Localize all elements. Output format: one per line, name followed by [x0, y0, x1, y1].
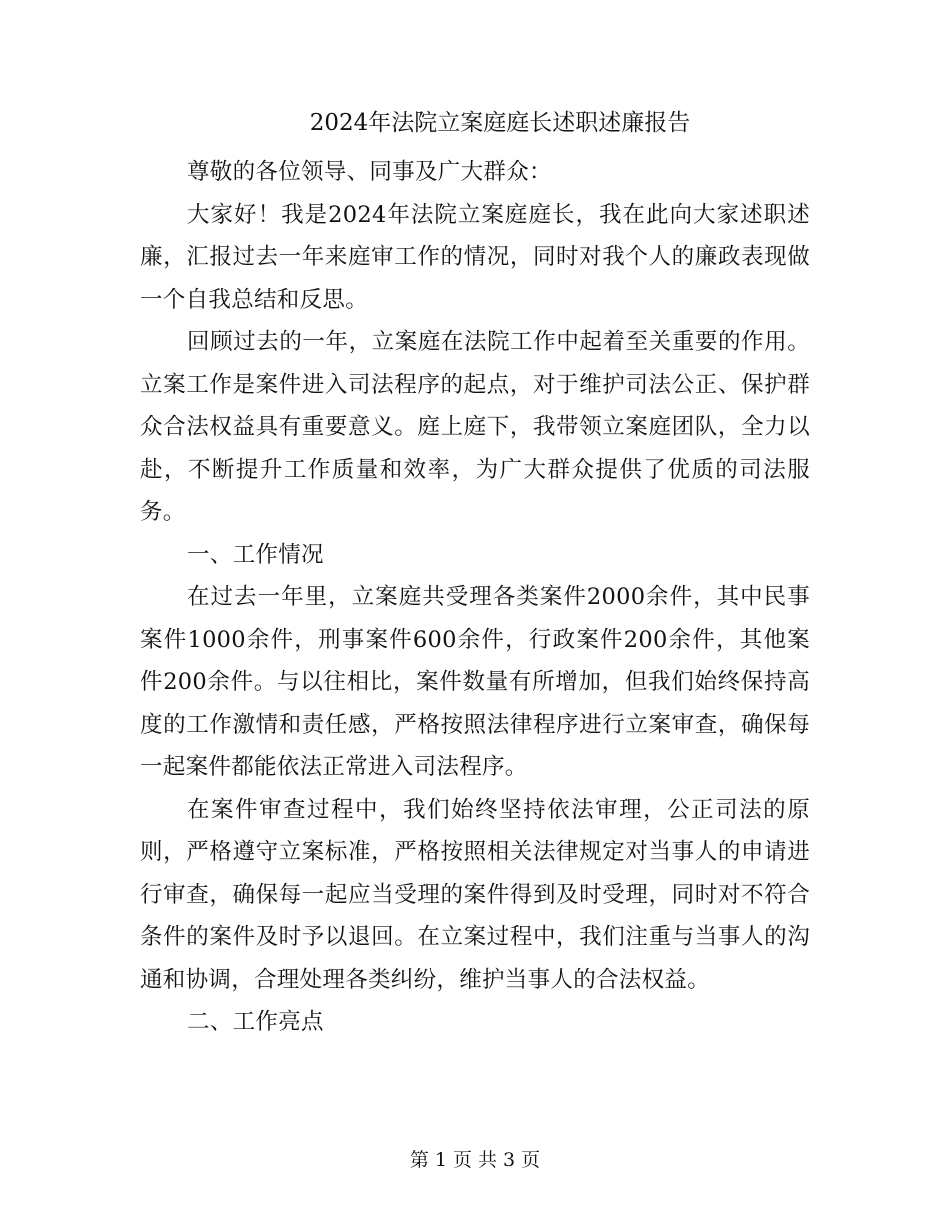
document-body	[140, 151, 810, 1044]
case-review-paragraph: 在案件审查过程中，我们始终坚持依法审理，公正司法的原则，严格遵守立案标准，严格按照相关法律规定对当事人的申请进行审查，确保每一起应当受理的案件得到及时受理，同时对不符合条件的案件及时予以退回。在立案过程中，我们注重与当事人的沟通和协调，合理处理各类纠纷，维护当事人的合法权益。	[140, 796, 810, 993]
review-paragraph: 回顾过去的一年，立案庭在法院工作中起着至关重要的作用。立案工作是案件进入司法程序的起点，对于维护司法公正、保护群众合法权益具有重要意义。庭上庭下，我带领立案庭团队，全力以赴，不断提升工作质量和效率，为广大群众提供了优质的司法服务。	[140, 329, 810, 525]
salutation-paragraph: 尊敬的各位领导、同事及广大群众：	[187, 159, 552, 185]
document-title: 2024年法院立案庭庭长述职述廉报告	[309, 110, 691, 136]
case-statistics-paragraph: 在过去一年里，立案庭共受理各类案件2000余件，其中民事案件1000余件，刑事案件600余件，行政案件200余件，其他案件200余件。与以往相比，案件数量有所增加，但我们始终保持高度的工作激情和责任感，严格按照法律程序进行立案审查，确保每一起案件都能依法正常进入司法程序。	[140, 584, 810, 780]
section-heading-work-highlights: 二、工作亮点	[187, 1009, 324, 1035]
section-heading-work-situation: 一、工作情况	[187, 541, 324, 568]
greeting-paragraph: 大家好！我是2024年法院立案庭庭长，我在此向大家述职述廉，汇报过去一年来庭审工作的情况，同时对我个人的廉政表现做一个自我总结和反思。	[140, 201, 810, 313]
page-number-footer: 第 1 页 共 3 页	[409, 1149, 541, 1171]
